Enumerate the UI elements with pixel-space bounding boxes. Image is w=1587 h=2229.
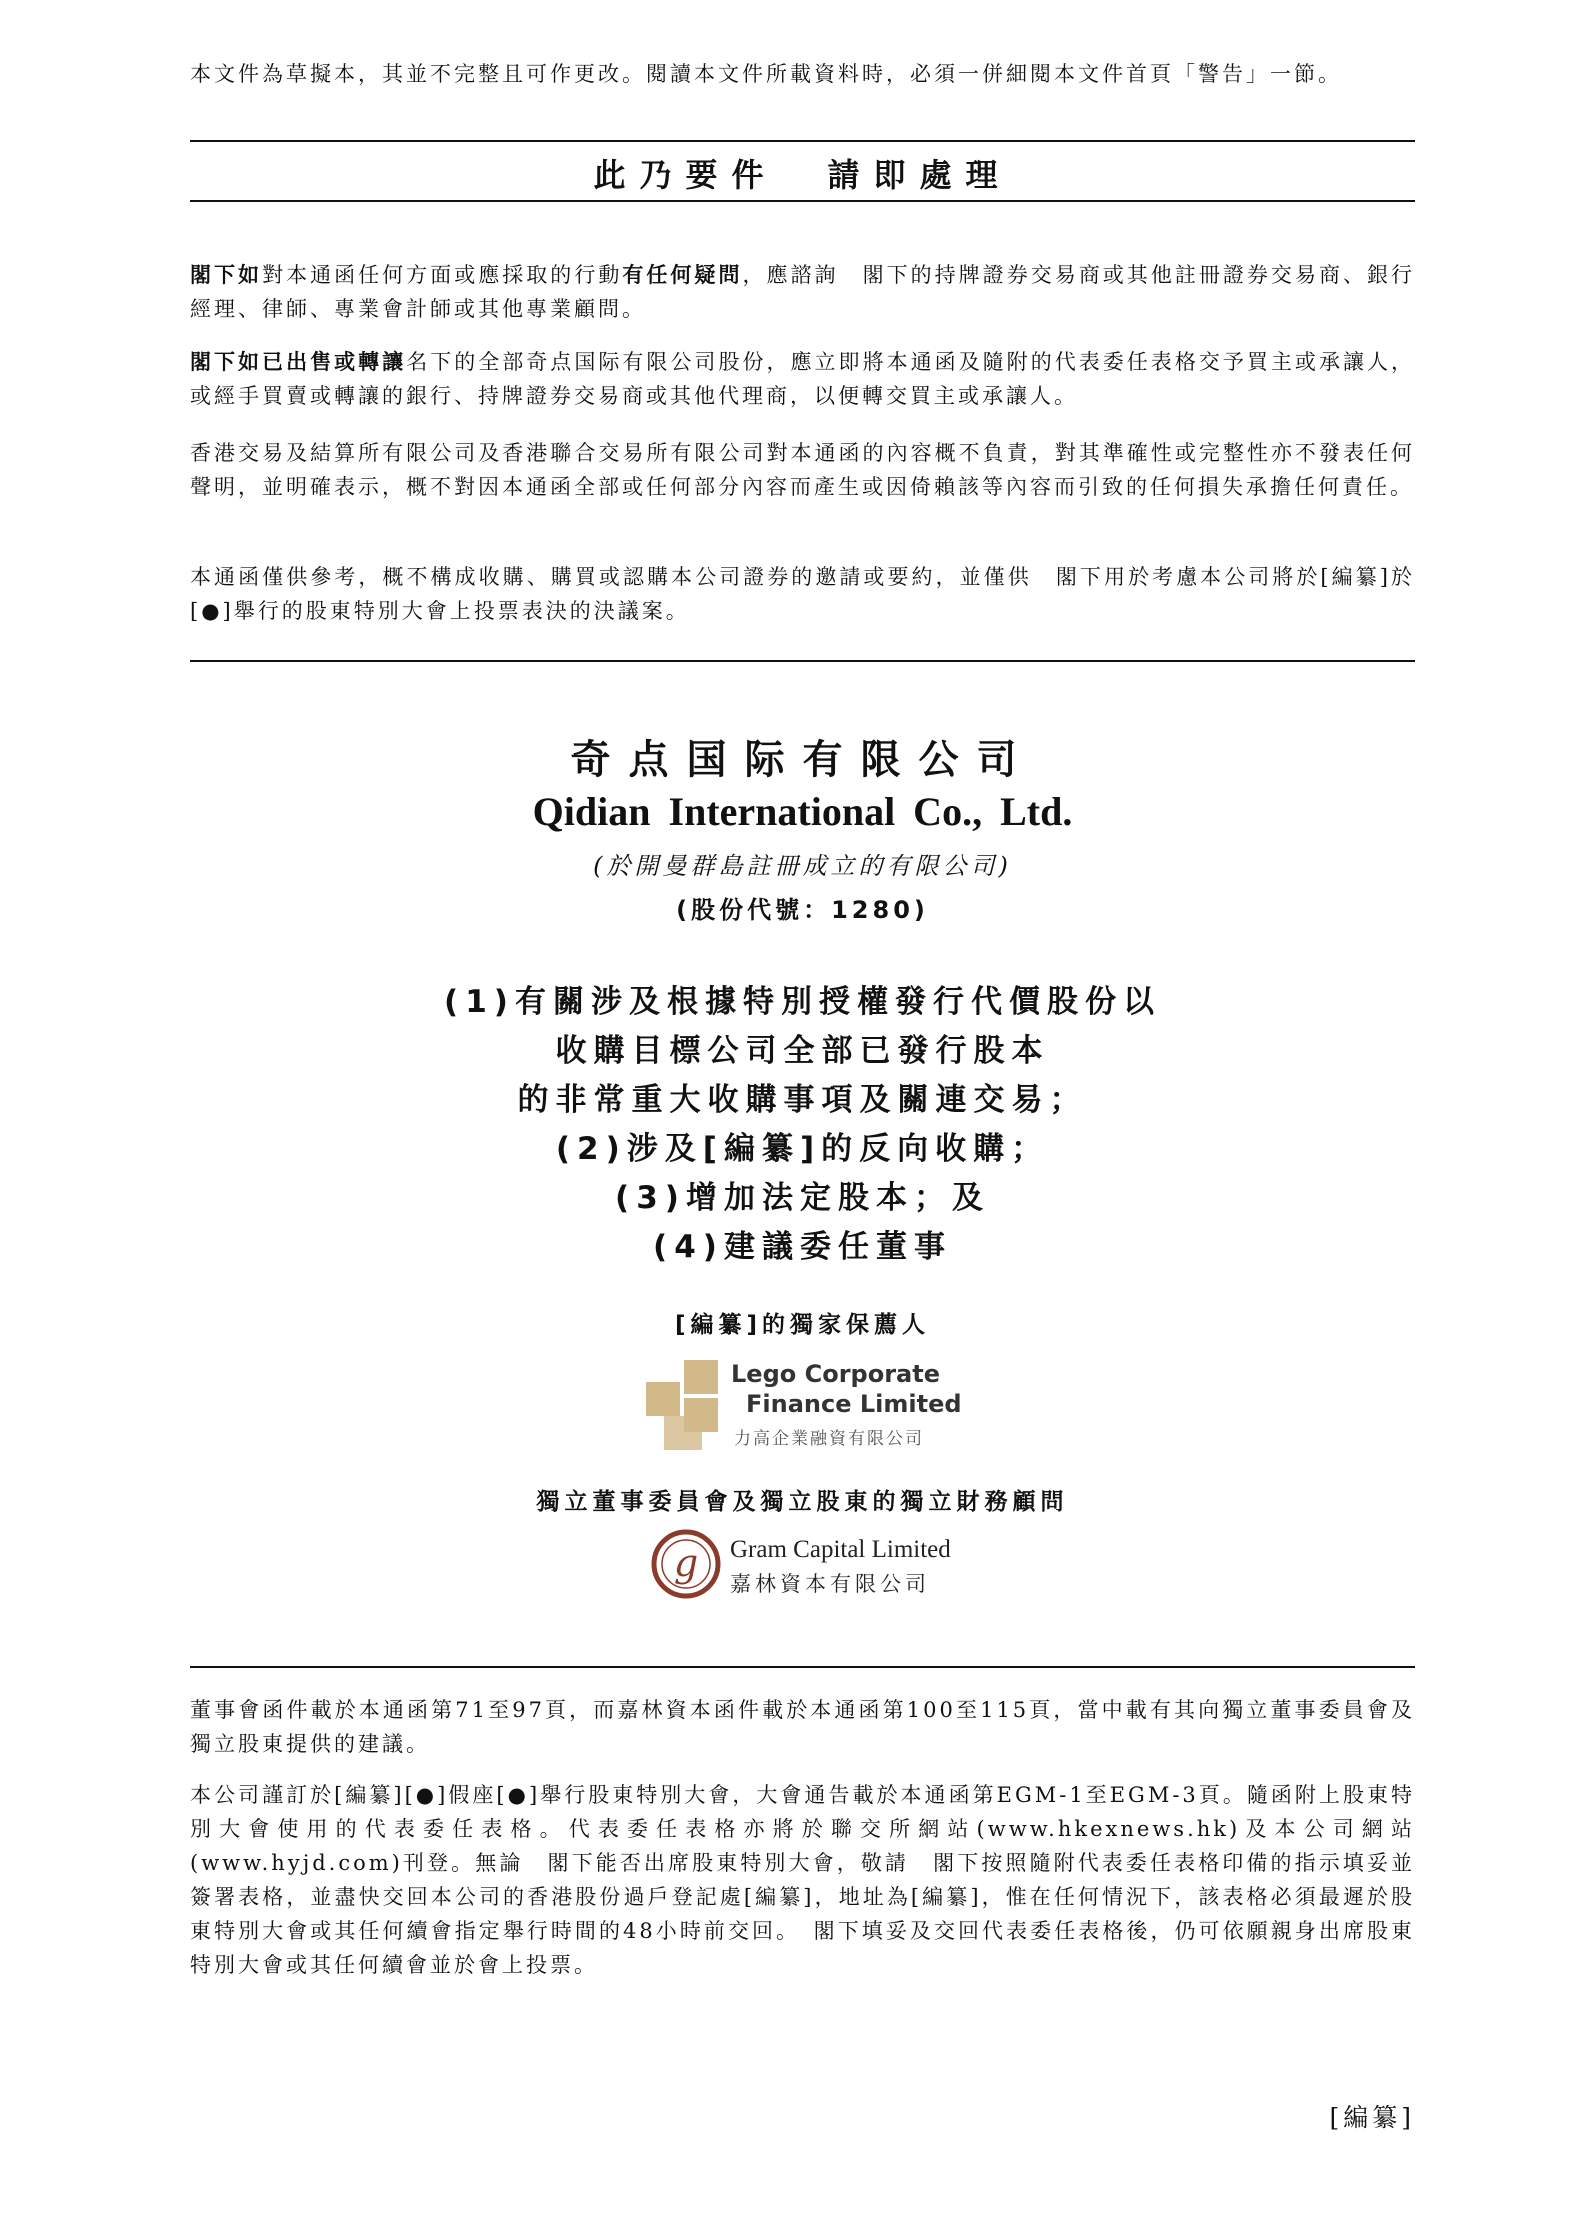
urgent-right: 請即處理 [827,156,1012,194]
notice-advice [190,258,1415,326]
advisor-label: 獨立董事委員會及獨立股東的獨立財務顧問 [536,1489,1069,1515]
title-line: 的非常重大收購事項及關連交易； [517,1082,1088,1118]
incorporation-note: (於開曼群島註冊成立的有限公司) [593,852,1012,880]
top-rule [190,140,1415,142]
lego-name-line1: Lego Corporate [731,1360,940,1388]
draft-notice: 本文件為草擬本，其並不完整且可作更改。閱讀本文件所載資料時，必須一併細閱本文件首頁「警告」一節。 [190,62,1342,86]
logo-square [646,1382,680,1416]
gram-g-letter: g [673,1541,699,1585]
notice-reference: 本通函僅供參考，概不構成收購、購買或認購本公司證券的邀請或要約，並僅供 閣下用於考慮本公司將於[編纂]於[●]舉行的股東特別大會上投票表決的決議案。 [190,565,1415,623]
logo-square [684,1360,718,1394]
notice-advice-bold2: 有任何疑問 [622,263,743,287]
notice-advice-text2: ，應諮詢 閣下的持牌證券交易商或其他註冊證券交易商、銀行經理、律師、專業會計師或其他專業顧問。 [190,263,1416,321]
title-line: (2)涉及[編纂]的反向收購； [555,1131,1050,1167]
notice-sold [190,345,1415,413]
footer-egm-notice: 本公司謹訂於[編纂][●]假座[●]舉行股東特別大會，大會通告載於本通函第EGM-1至EGM-3頁。隨函附上股東特別大會使用的代表委任表格。代表委任表格亦將於聯交所網站(www.hkexnews.hk)及本公司網站(www.hyjd.com)刊登。無論 閣下能否出席股東特別大會，敬請 閣下按照隨附代表委任表格印備的指示填妥並簽署表格，並盡快交回本公司的香港股份過戶登記處[編纂]，地址為[編纂]，惟在任何情況下，該表格必須最遲於股東特別大會或其任何續會指定舉行時間的48小時前交回。 閣下填妥及交回代表委任表格後，仍可依願親身出席股東特別大會或其任何續會並於會上投票。 [190,1783,1415,1977]
notice-sold-text: 名下的全部奇点国际有限公司股份，應立即將本通函及隨附的代表委任表格交予買主或承讓人，或經手買賣或轉讓的銀行、持牌證券交易商或其他代理商，以便轉交買主或承讓人。 [190,350,1416,408]
gram-name-en: Gram Capital Limited [730,1536,951,1563]
notice-advice-text: 對本通函任何方面或應採取的行動 [262,263,623,287]
urgent-banner [190,150,1415,196]
title-line: (1)有關涉及根據特別授權發行代價股份以 [444,984,1161,1020]
notice-disclaimer: 香港交易及結算所有限公司及香港聯合交易所有限公司對本通函的內容概不負責，對其準確性或完整性亦不發表任何聲明，並明確表示，概不對因本通函全部或任何部分內容而產生或因倚賴該等內容而引致的任何損失承擔任何責任。 [190,441,1415,499]
notice-sold-bold: 閣下如已出售或轉讓 [190,350,407,374]
logo-square [664,1416,702,1450]
sponsor-label: [編纂]的獨家保薦人 [674,1312,931,1338]
stock-code: (股份代號：1280) [676,896,929,924]
company-name-en: Qidian International Co., Ltd. [532,789,1073,834]
title-line: (3)增加法定股本；及 [615,1180,990,1216]
title-line: (4)建議委任董事 [653,1229,952,1265]
footer-rule [190,1666,1415,1668]
urgent-left: 此乃要件 [593,156,778,194]
company-name-cn: 奇点国际有限公司 [570,737,1035,783]
gram-logo [650,1528,970,1604]
circular-titles [190,978,1415,1272]
lego-name-cn: 力高企業融資有限公司 [734,1429,924,1449]
banner-rule [190,200,1415,202]
mid-rule [190,660,1415,662]
gram-name-cn: 嘉林資本有限公司 [730,1572,930,1596]
page-mark: [編纂] [1329,2103,1415,2132]
lego-name-line2: Finance Limited [746,1390,962,1418]
notice-advice-bold: 閣下如 [190,263,263,287]
gram-g-icon [650,1528,722,1600]
lego-logo [646,1360,986,1450]
title-line: 收購目標公司全部已發行股本 [555,1033,1050,1069]
footer-board-letter: 董事會函件載於本通函第71至97頁，而嘉林資本函件載於本通函第100至115頁，當中載有其向獨立董事委員會及獨立股東提供的建議。 [190,1698,1415,1756]
